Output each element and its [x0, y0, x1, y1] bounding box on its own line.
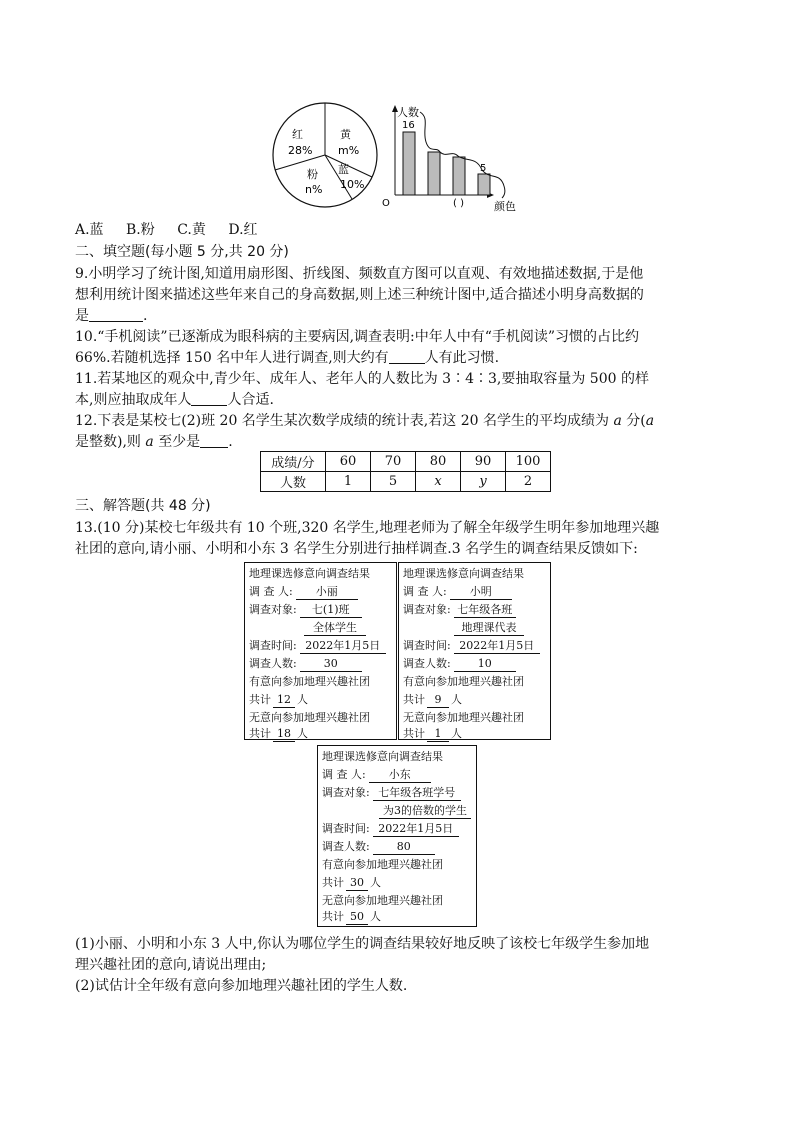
- answer-blank: [89, 306, 143, 322]
- answer-blank: [389, 348, 425, 364]
- pie-label-red: 红: [292, 128, 303, 141]
- q9-line3: 是 .: [75, 308, 148, 324]
- section3-heading: 三、解答题(共 48 分): [75, 498, 211, 514]
- section2-heading: 二、填空题(每小题 5 分,共 20 分): [75, 244, 289, 260]
- pie-label-pink: 粉: [307, 168, 318, 181]
- pie-chart: [270, 100, 380, 210]
- table-row: 成绩/分 60 70 80 90 100: [261, 452, 551, 472]
- bar-xlabel: 颜色: [494, 200, 516, 213]
- q11-line1: 11.若某地区的观众中,青少年、成年人、老年人的人数比为 3∶4∶3,要抽取容量为 500 的样: [75, 371, 649, 387]
- q10-line1: 10.“手机阅读”已逐渐成为眼科病的主要病因,调查表明:中年人中有“手机阅读”习惯的占比约: [75, 329, 640, 345]
- bar-ylabel: 人数: [397, 106, 419, 119]
- bar-value-first: 16: [402, 120, 415, 131]
- answer-blank: [200, 432, 228, 448]
- option-c: C.黄: [177, 222, 206, 238]
- pie-label-yellow: 黄: [340, 128, 351, 141]
- q12-line1: 12.下表是某校七(2)班 20 名学生某次数学成绩的统计表,若这 20 名学生的平均成绩为 a 分(a: [75, 413, 655, 429]
- option-a: A.蓝: [75, 222, 104, 238]
- q13-sub2: (2)试估计全年级有意向参加地理兴趣社团的学生人数.: [75, 978, 408, 994]
- q9-line2: 想利用统计图来描述这些年来自己的身高数据,则上述三种统计图中,适合描述小明身高数据的: [75, 287, 644, 303]
- answer-blank: [191, 390, 227, 406]
- bar-origin: O: [382, 198, 390, 209]
- q13-sub1-line1: (1)小丽、小明和小东 3 人中,你认为哪位学生的调查结果较好地反映了该校七年级学生参加地: [75, 936, 650, 952]
- q13-sub1-line2: 理兴趣社团的意向,请说出理由;: [75, 957, 267, 973]
- pie-label-blue: 蓝: [338, 163, 349, 176]
- bar-missing-category: ( ): [453, 198, 464, 209]
- bar-value-last: 5: [480, 163, 487, 174]
- table-row: 人数 1 5 x y 2: [261, 472, 551, 492]
- survey-card-dong: 地理课选修意向调查结果 调 查 人: 小东 调查对象: 七年级各班学号 为3的倍数的学生 调查时间: 2022年1月5日 调查人数: 80 有意向参加地理兴趣社团 共计 30 人 无意向参加地理兴趣社团 共计 50 人: [317, 745, 477, 927]
- survey-card-li: 地理课选修意向调查结果 调 查 人: 小丽 调查对象: 七(1)班 全体学生 调查时间: 2022年1月5日 调查人数: 30 有意向参加地理兴趣社团 共计 12 人 无意向参加地理兴趣社团 共计 18 人: [244, 562, 397, 740]
- pie-value-blue: 10%: [340, 178, 365, 191]
- q9-line1: 9.小明学习了统计图,知道用扇形图、折线图、频数直方图可以直观、有效地描述数据,于是他: [75, 266, 644, 282]
- pie-value-red: 28%: [288, 144, 313, 157]
- score-table: [260, 451, 551, 492]
- survey-card-ming: 地理课选修意向调查结果 调 查 人: 小明 调查对象: 七年级各班 地理课代表 调查时间: 2022年1月5日 调查人数: 10 有意向参加地理兴趣社团 共计 9 人 无意向参加地理兴趣社团 共计 1 人: [398, 562, 551, 740]
- option-d: D.红: [228, 222, 258, 238]
- q10-line2: 66%.若随机选择 150 名中年人进行调查,则大约有 人有此习惯.: [75, 350, 500, 366]
- pie-value-yellow: m%: [338, 144, 360, 157]
- q8-options: [75, 220, 725, 240]
- q13-line2: 社团的意向,请小丽、小明和小东 3 名学生分别进行抽样调查.3 名学生的调查结果反馈如下:: [75, 541, 638, 557]
- option-b: B.粉: [126, 222, 155, 238]
- pie-value-pink: n%: [305, 183, 323, 196]
- q12-line2: 是整数),则 a 至少是 .: [75, 434, 233, 450]
- q13-line1: 13.(10 分)某校七年级共有 10 个班,320 名学生,地理老师为了解全年级学生明年参加地理兴趣: [75, 520, 660, 536]
- q11-line2: 本,则应抽取成年人 人合适.: [75, 392, 274, 408]
- bar-chart: [378, 100, 528, 215]
